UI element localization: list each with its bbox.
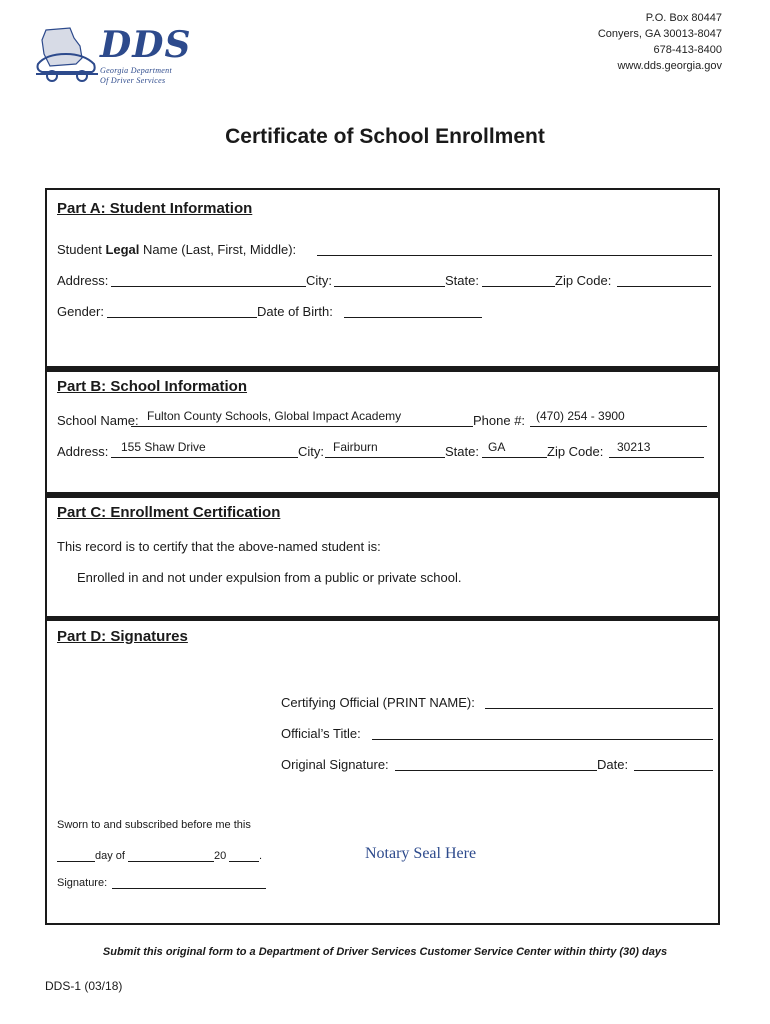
school-address-label: Address: (57, 444, 109, 459)
phone-label: Phone #: (473, 413, 526, 428)
city-label: City: (306, 273, 332, 288)
official-title-field[interactable] (372, 726, 713, 740)
official-title-label: Official’s Title: (281, 726, 361, 741)
phone-value: (470) 254 - 3900 (536, 409, 625, 423)
dds-logo (36, 24, 196, 88)
logo-subtitle-1: Georgia Department (100, 66, 172, 75)
part-d-section (45, 618, 720, 925)
agency-phone: 678-413-8400 (653, 44, 722, 56)
logo-wordmark: DDS (100, 24, 192, 66)
school-name-value: Fulton County Schools, Global Impact Academy (147, 409, 402, 423)
zip-label: Zip Code: (555, 273, 612, 288)
dob-field[interactable] (344, 304, 482, 318)
state-label: State: (445, 273, 479, 288)
school-state-value: GA (488, 440, 506, 454)
notary-seal-placeholder: Notary Seal Here (365, 845, 477, 862)
part-a-heading: Part A: Student Information (57, 200, 253, 217)
part-c-heading: Part C: Enrollment Certification (57, 504, 281, 521)
school-city-value: Fairburn (333, 440, 378, 454)
dob-label: Date of Birth: (257, 304, 333, 319)
sworn-month-field[interactable] (128, 849, 214, 862)
notary-signature-label: Signature: (57, 877, 108, 889)
date-label: Date: (597, 757, 629, 772)
agency-website: www.dds.georgia.gov (617, 60, 722, 72)
zip-field[interactable] (617, 273, 711, 287)
page-title: Certificate of School Enrollment (225, 125, 545, 148)
school-name-label: School Name: (57, 413, 139, 428)
sworn-text: Sworn to and subscribed before me this (57, 819, 251, 831)
school-zip-value: 30213 (617, 440, 651, 454)
certification-statement: This record is to certify that the above-named student is: (57, 539, 381, 554)
signature-field[interactable] (395, 757, 597, 771)
school-state-label: State: (445, 444, 479, 459)
part-a-section (45, 188, 720, 368)
city-field[interactable] (334, 273, 445, 287)
city-zip: Conyers, GA 30013-8047 (597, 28, 722, 40)
part-b-section (45, 368, 720, 494)
sworn-year-field[interactable] (229, 849, 259, 862)
state-field[interactable] (482, 273, 555, 287)
legal-name-field[interactable] (317, 242, 712, 256)
gender-label: Gender: (57, 304, 104, 319)
part-d-heading: Part D: Signatures (57, 628, 188, 645)
date-field[interactable] (634, 757, 713, 771)
notary-signature-field[interactable] (112, 876, 266, 889)
georgia-car-icon (36, 24, 100, 88)
school-city-label: City: (298, 444, 324, 459)
signature-label: Original Signature: (281, 757, 389, 772)
address-field[interactable] (111, 273, 306, 287)
agency-address (598, 10, 722, 74)
enrollment-status: Enrolled in and not under expulsion from a public or private school. (77, 570, 462, 585)
submission-note: Submit this original form to a Department of Driver Services Customer Service Center within thirty (30) days (102, 946, 668, 958)
part-b-heading: Part B: School Information (57, 378, 248, 395)
day-of-label: day of (95, 850, 125, 862)
address-label: Address: (57, 273, 109, 288)
logo-subtitle-2: Of Driver Services (100, 76, 166, 85)
school-zip-label: Zip Code: (547, 444, 604, 459)
form-id: DDS-1 (03/18) (45, 979, 123, 993)
year-prefix: 20 (214, 850, 227, 862)
part-c-section (45, 494, 720, 618)
sworn-period: . (259, 850, 263, 862)
official-name-field[interactable] (485, 695, 713, 709)
sworn-day-field[interactable] (57, 849, 95, 862)
official-name-label: Certifying Official (PRINT NAME): (281, 695, 475, 710)
school-address-value: 155 Shaw Drive (121, 440, 206, 454)
legal-name-label: Student Legal Name (Last, First, Middle): (57, 242, 297, 257)
po-box: P.O. Box 80447 (645, 12, 722, 24)
gender-field[interactable] (107, 304, 257, 318)
